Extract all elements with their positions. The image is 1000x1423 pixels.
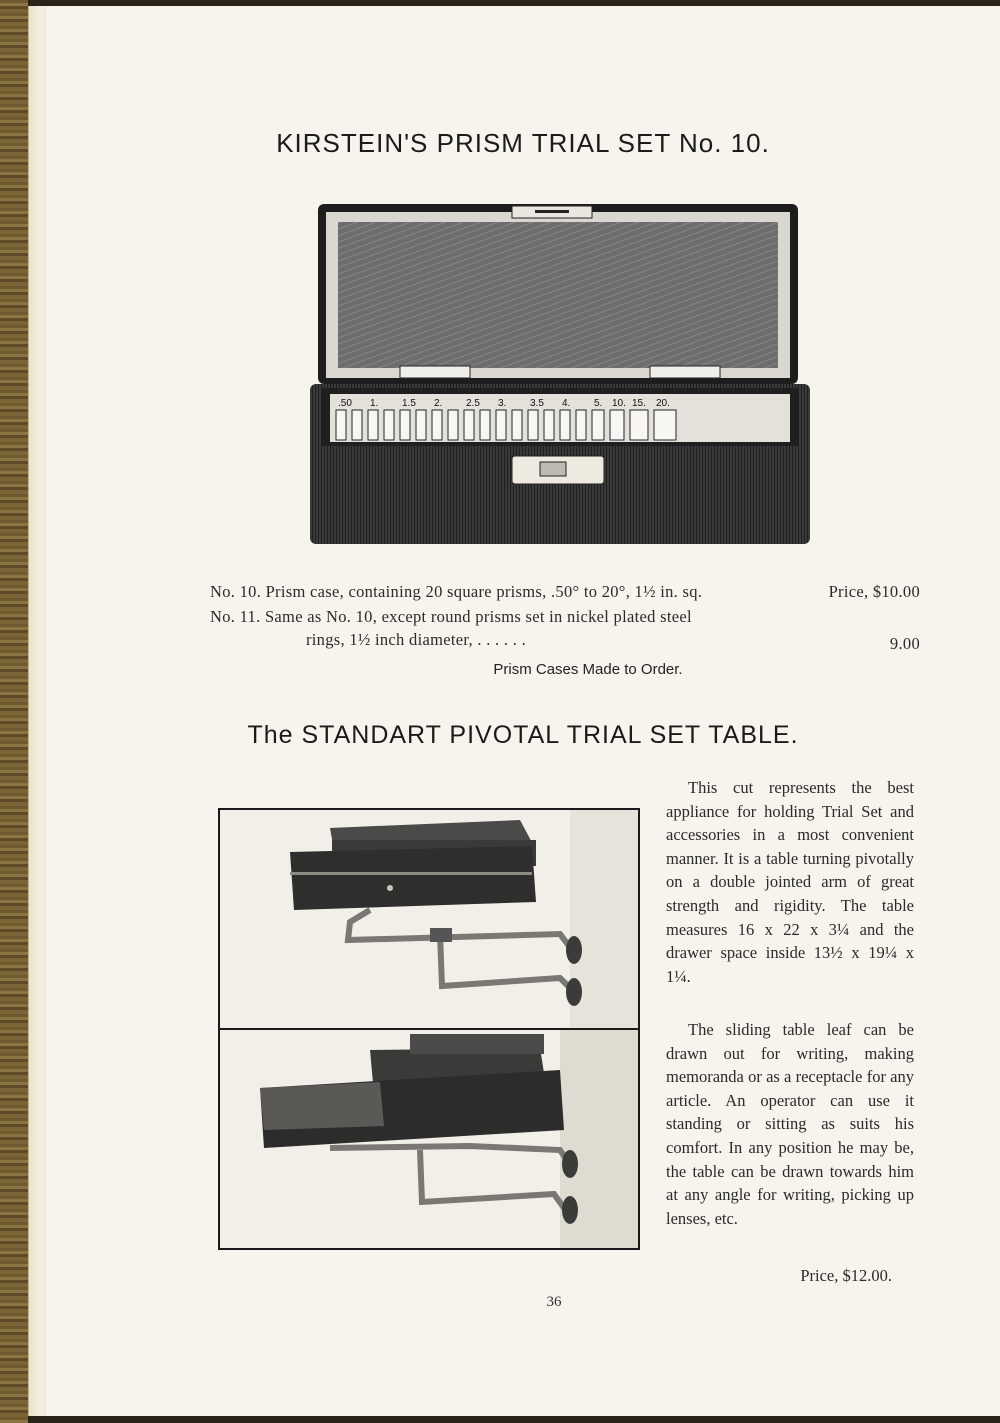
prism-slot [480,410,490,440]
prism-label: 20. [656,398,670,409]
prism-label: 3. [498,398,507,409]
description-paragraph-1: This cut represents the best appliance for holding Trial Set and accessories in a most convenient manner. It is a table turning pivotally on a double jointed arm of great strength and rigidity. The table measures 16 x 22 x 3¼ and the drawer space inside 13½ x 19¼ x 1¼. [666,778,914,986]
prism-slot [448,410,458,440]
prism-label: 10. [612,398,626,409]
page-number: 36 [546,1294,562,1310]
prism-slot [384,410,394,440]
prism-slot [544,410,554,440]
prism-slot [592,410,604,440]
page-gutter [28,6,47,1416]
prism-label: 1. [370,398,379,409]
catalog-page [46,6,1000,1416]
prism-slot [576,410,586,440]
item11-price: 9.00 [889,634,920,653]
book-spine [0,0,28,1423]
prism-label: 15. [632,398,646,409]
prism-slot [352,410,362,440]
prism-slot [336,410,346,440]
prism-slot [416,410,426,440]
prism-slot [368,410,378,440]
item11-line2: rings, 1½ inch diameter, . . . . . . [306,630,527,649]
prism-slot [560,410,570,440]
prism-slot [496,410,506,440]
prism-label: .50 [338,398,352,409]
prism-slot [400,410,410,440]
prism-slot [512,410,522,440]
item11-line1: No. 11. Same as No. 10, except round prisms set in nickel plated steel [210,607,692,626]
prism-slot [610,410,624,440]
prism-label: 4. [562,398,571,409]
section-title: The STANDART PIVOTAL TRIAL SET TABLE. [247,721,799,749]
prism-slot [464,410,474,440]
prism-label: 3.5 [530,398,544,409]
prism-label: 5. [594,398,603,409]
made-to-order-note: Prism Cases Made to Order. [493,661,683,678]
prism-slot [528,410,538,440]
table-photo-frame [218,808,640,1250]
table-photo-open [220,1030,638,1248]
item10-price: Price, $10.00 [828,582,920,601]
prism-slot [630,410,648,440]
page-title: KIRSTEIN'S PRISM TRIAL SET No. 10. [276,128,770,158]
prism-label: 2. [434,398,443,409]
item10-description: No. 10. Prism case, containing 20 square prisms, .50° to 20°, 1½ in. sq. [210,582,703,601]
prism-slot [432,410,442,440]
description-paragraph-2: The sliding table leaf can be drawn out for writing, making memoranda or as a receptacle for any article. An operator can use it standing or sitting as suits his comfort. In any position he may be, the table can be drawn towards him at any angle for writing, picking up lenses, etc. [666,1020,914,1228]
prism-slot [654,410,676,440]
table-price: Price, $12.00. [800,1266,892,1285]
prism-label: 1.5 [402,398,416,409]
prism-label: 2.5 [466,398,480,409]
prism-case-illustration [300,198,810,550]
table-photo-closed [220,810,638,1028]
